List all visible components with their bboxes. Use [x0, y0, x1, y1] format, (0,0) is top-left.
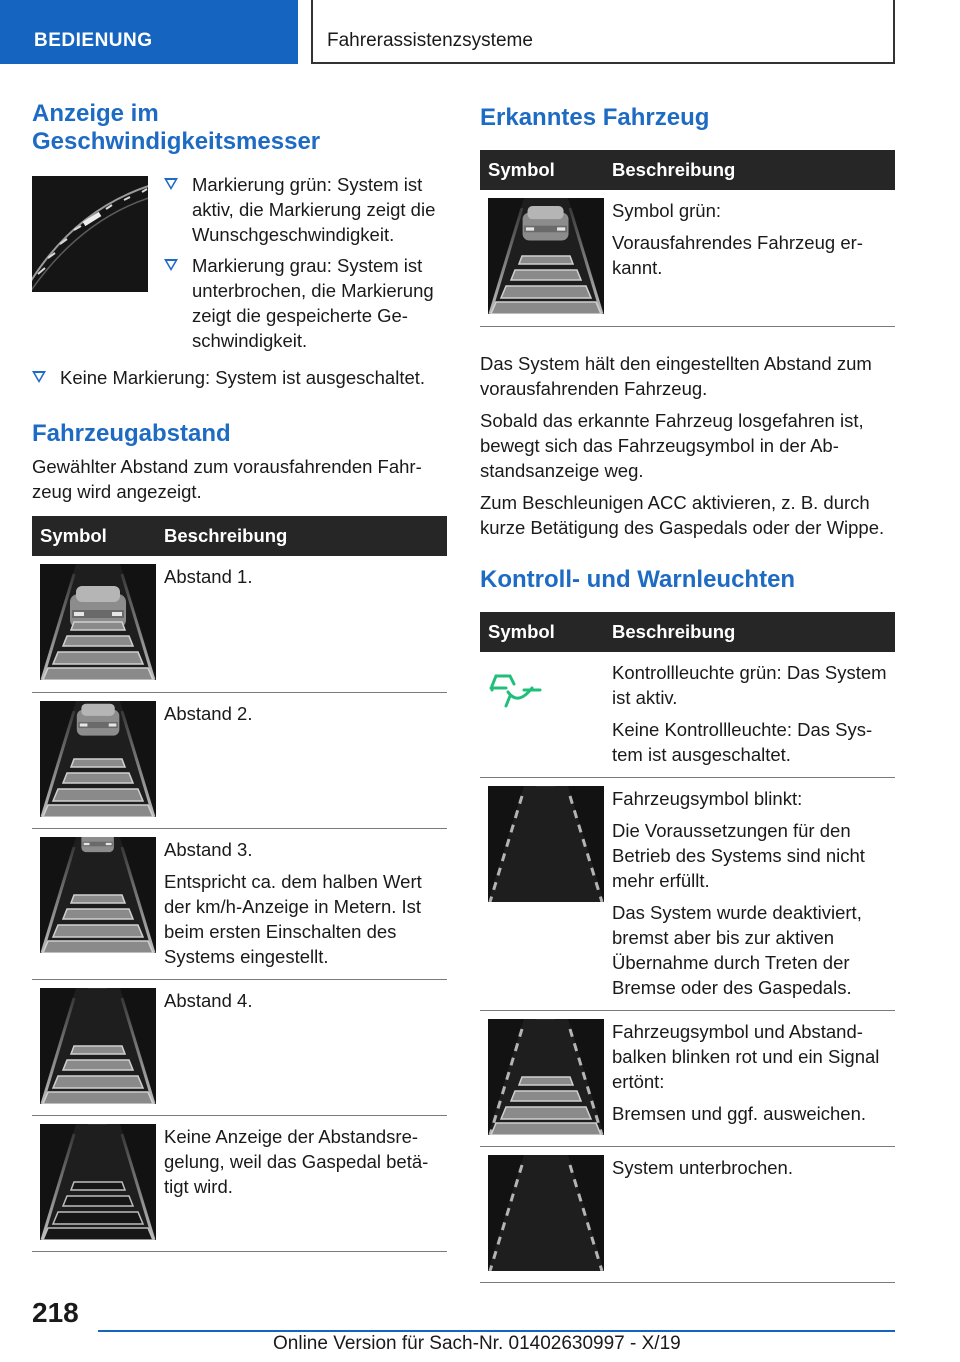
table-row: Abstand 1.	[32, 556, 447, 692]
paragraph: Zum Beschleunigen ACC aktivieren, z. B. durch kurze Betätigung des Gaspedals oder der Wippe.	[480, 491, 885, 538]
table-row: Abstand 2.	[32, 692, 447, 828]
col-header-symbol: Symbol	[480, 612, 604, 652]
header-chapter-label: Fahrerassistenzsysteme	[327, 30, 533, 51]
paragraph: Sobald das erkannte Fahrzeug losgefahren ist, bewegt sich das Fahrzeugsymbol in der Abstandsanzeige weg.	[480, 409, 864, 481]
triangle-bullet-icon	[164, 178, 178, 190]
system-interrupted-icon	[488, 1155, 604, 1271]
table-row: System unterbrochen.	[480, 1146, 895, 1282]
footer-version-text: Online Version für Sach-Nr. 01402630997 - X/19	[273, 1333, 681, 1354]
header-chapter-box	[311, 0, 895, 64]
col-header-description: Beschreibung	[604, 150, 895, 190]
page-number: 218	[32, 1297, 79, 1328]
lights-heading: Kontroll- und Warnleuchten	[480, 565, 796, 593]
lights-table	[480, 612, 895, 1283]
speedometer-marking-image	[32, 176, 148, 292]
bullet-item: Markierung grün: System ist aktiv, die Markierung zeigt die Wunschgeschwindigkeit.	[164, 172, 447, 247]
paragraph: Das System hält den eingestellten Abstand zum vorausfahrenden Fahrzeug.	[480, 352, 872, 399]
speedo-bullet-list	[164, 172, 447, 359]
detected-heading: Erkanntes Fahrzeug	[480, 104, 710, 131]
header-section-label: BEDIENUNG	[34, 30, 153, 51]
bullet-item: Keine Markierung: System ist ausgeschaltet.	[32, 365, 447, 390]
table-header-row	[32, 516, 447, 556]
col-header-description: Beschreibung	[156, 516, 447, 556]
triangle-bullet-icon	[164, 259, 178, 271]
footer-divider	[98, 1330, 895, 1332]
table-header-row	[480, 612, 895, 652]
distance-table	[32, 516, 447, 1252]
col-header-description: Beschreibung	[604, 612, 895, 652]
distance-3-icon	[40, 837, 156, 953]
table-row: Abstand 3. Entspricht ca. dem halben Wert der km/h-Anzeige in Metern. Ist beim ersten Einschalten des Systems eingestellt.	[32, 828, 447, 979]
acc-indicator-green-icon	[488, 666, 548, 710]
col-header-symbol: Symbol	[32, 516, 156, 556]
vehicle-warning-red-icon	[488, 1019, 604, 1135]
table-row: Symbol grün: Vorausfahrendes Fahrzeug erkannt.	[480, 190, 895, 326]
speedo-bullet-list-2	[32, 365, 447, 390]
header-section-tab	[0, 0, 298, 64]
right-column	[480, 100, 895, 1283]
detected-table	[480, 150, 895, 327]
table-row: Kontrollleuchte grün: Das System ist aktiv. Keine Kontrollleuchte: Das System ist ausgeschaltet.	[480, 652, 895, 778]
left-column	[32, 100, 447, 1252]
col-header-symbol: Symbol	[480, 150, 604, 190]
speedo-heading: Anzeige im Geschwindigkeitsmesser	[32, 100, 321, 155]
distance-heading: Fahrzeugabstand	[32, 420, 231, 447]
distance-1-icon	[40, 564, 156, 680]
table-row: Keine Anzeige der Abstandsregelung, weil das Gaspedal betätigt wird.	[32, 1115, 447, 1251]
table-row: Abstand 4.	[32, 979, 447, 1115]
triangle-bullet-icon	[32, 371, 46, 383]
bullet-item: Markierung grau: System ist unterbrochen, die Markierung zeigt die gespeicherte Geschwindigkeit.	[164, 253, 447, 353]
distance-2-icon	[40, 701, 156, 817]
distance-pedal-icon	[40, 1124, 156, 1240]
vehicle-blinking-icon	[488, 786, 604, 902]
table-row: Fahrzeugsymbol und Abstandbalken blinken rot und ein Signal ertönt: Bremsen und ggf. ausweichen.	[480, 1010, 895, 1146]
distance-intro: Gewählter Abstand zum vorausfahrenden Fahrzeug wird angezeigt.	[32, 456, 422, 502]
table-header-row	[480, 150, 895, 190]
detected-vehicle-icon	[488, 198, 604, 314]
speedo-block	[32, 176, 447, 359]
table-row: Fahrzeugsymbol blinkt: Die Voraussetzungen für den Betrieb des Systems sind nicht mehr erfüllt. Das System wurde deaktiviert, bremst aber bis zur aktiven Übernahme durch Treten der Bremse oder des Gaspedals.	[480, 777, 895, 1010]
distance-4-icon	[40, 988, 156, 1104]
